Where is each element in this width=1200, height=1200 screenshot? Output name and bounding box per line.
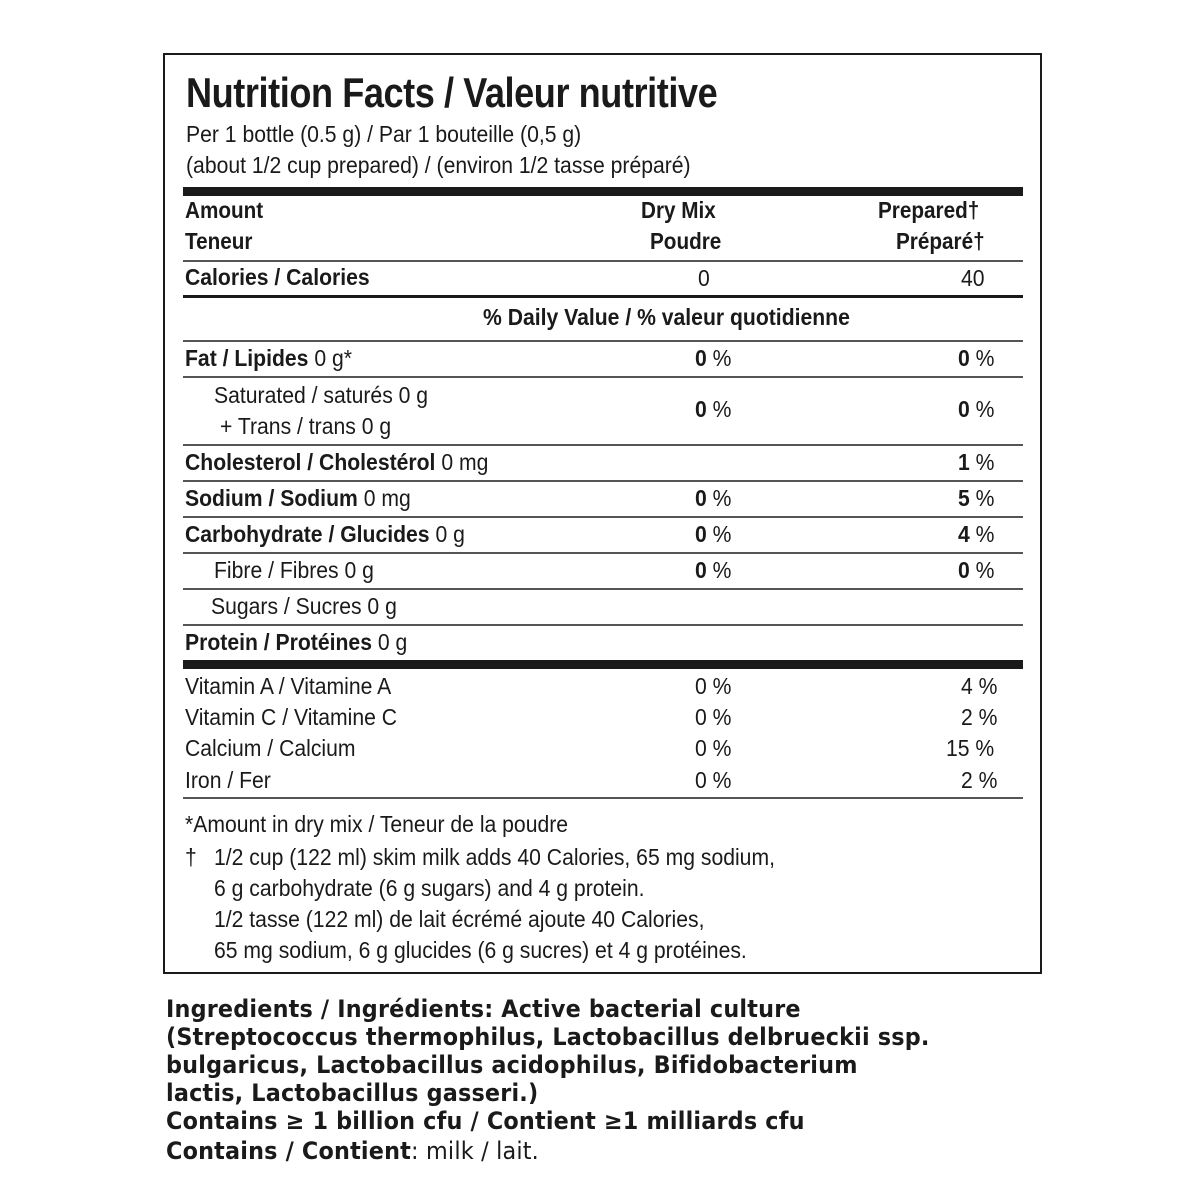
protein-row: Protein / Protéines 0 g [185,629,408,655]
footnote-line: 6 g carbohydrate (6 g sugars) and 4 g protein. [214,875,645,901]
footnote-star: *Amount in dry mix / Teneur de la poudre [185,811,569,837]
saturated-label: Saturated / saturés 0 g [214,382,429,408]
header-prepared: Prepared† [878,197,980,223]
cholesterol-prepared-pct: 1 % [958,449,995,475]
carbohydrate-dry-pct: 0 % [695,521,732,547]
sugars-row: Sugars / Sucres 0 g [211,593,397,619]
trans-label: + Trans / trans 0 g [220,413,392,439]
contains-cfu: Contains ≥ 1 billion cfu / Contient ≥1 milliards cfu [166,1107,805,1135]
serving-size: Per 1 bottle (0.5 g) / Par 1 bouteille (0,5 g) [186,121,582,147]
row-divider [183,552,1023,554]
row-divider [183,588,1023,590]
ingredients-line: bulgaricus, Lactobacillus acidophilus, Bifidobacterium [166,1051,858,1079]
calories-label: Calories / Calories [185,264,370,290]
vitamin-a-label: Vitamin A / Vitamine A [185,673,392,699]
fibre-dry-pct: 0 % [695,557,732,583]
footnote-dagger-symbol: † [185,844,197,870]
calcium-dry: 0 % [695,735,732,761]
sodium-dry-pct: 0 % [695,485,732,511]
vitamin-c-dry: 0 % [695,704,732,730]
header-dry-mix: Dry Mix [641,197,716,223]
row-divider [183,444,1023,446]
vitamin-c-label: Vitamin C / Vitamine C [185,704,398,730]
vitamin-a-prepared: 4 % [961,673,998,699]
daily-value-heading: % Daily Value / % valeur quotidienne [483,304,850,330]
calories-prepared: 40 [961,265,985,291]
footnote-line: 65 mg sodium, 6 g glucides (6 g sucres) et 4 g protéines. [214,937,747,963]
sodium-prepared-pct: 5 % [958,485,995,511]
iron-label: Iron / Fer [185,767,271,793]
saturated-prepared-pct: 0 % [958,396,995,422]
nutrition-facts-table [163,53,1042,974]
calories-dry: 0 [698,265,710,291]
medium-rule [183,295,1023,298]
fat-dry-pct: 0 % [695,345,732,371]
saturated-dry-pct: 0 % [695,396,732,422]
thick-rule [183,660,1023,669]
row-divider [183,516,1023,518]
iron-prepared: 2 % [961,767,998,793]
sodium-row: Sodium / Sodium 0 mg [185,485,411,511]
footnote-line: 1/2 cup (122 ml) skim milk adds 40 Calories, 65 mg sodium, [214,844,775,870]
carbohydrate-prepared-pct: 4 % [958,521,995,547]
ingredients-line: Ingredients / Ingrédients: Active bacterial culture [166,995,801,1023]
header-amount: Amount [185,197,264,223]
ingredients-line: lactis, Lactobacillus gasseri.) [166,1079,539,1107]
row-divider [183,260,1023,262]
row-divider [183,797,1023,799]
fat-row: Fat / Lipides 0 g* [185,345,352,371]
vitamin-a-dry: 0 % [695,673,732,699]
footnote-line: 1/2 tasse (122 ml) de lait écrémé ajoute 40 Calories, [214,906,705,932]
allergen-statement: Contains / Contient: milk / lait. [166,1137,539,1165]
carbohydrate-row: Carbohydrate / Glucides 0 g [185,521,465,547]
nutrition-title: Nutrition Facts / Valeur nutritive [186,69,718,116]
ingredients-line: (Streptococcus thermophilus, Lactobacillus delbrueckii ssp. [166,1023,930,1051]
iron-dry: 0 % [695,767,732,793]
serving-prepared: (about 1/2 cup prepared) / (environ 1/2 tasse préparé) [186,152,691,178]
row-divider [183,480,1023,482]
row-divider [183,624,1023,626]
row-divider [183,376,1023,378]
header-poudre: Poudre [650,228,722,254]
fat-prepared-pct: 0 % [958,345,995,371]
vitamin-c-prepared: 2 % [961,704,998,730]
header-teneur: Teneur [185,228,253,254]
calcium-prepared: 15 % [946,735,995,761]
fibre-row: Fibre / Fibres 0 g [214,557,374,583]
row-divider [183,340,1023,342]
thick-rule [183,187,1023,196]
fibre-prepared-pct: 0 % [958,557,995,583]
calcium-label: Calcium / Calcium [185,735,356,761]
cholesterol-row: Cholesterol / Cholestérol 0 mg [185,449,489,475]
header-prepare: Préparé† [896,228,985,254]
